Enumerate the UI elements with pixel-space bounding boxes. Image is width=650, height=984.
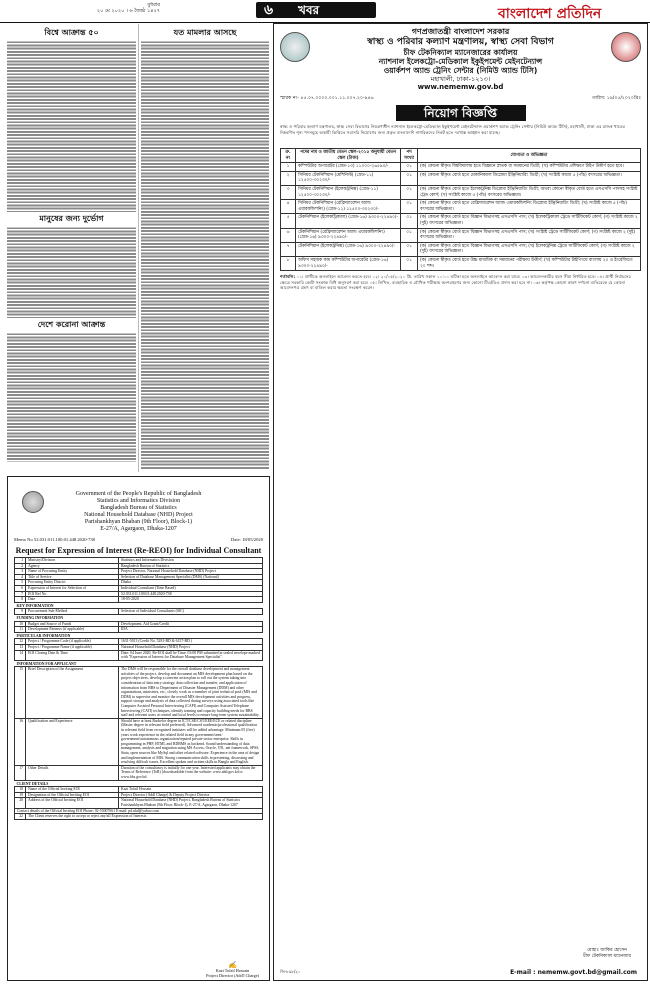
article-headline: বিশ্বে আক্রান্ত ৫০ (44, 28, 99, 37)
row-label: Procurement Sub-Method (26, 609, 119, 615)
gov-line: গণপ্রজাতন্ত্রী বাংলাদেশ সরকার (411, 27, 510, 36)
row-label: Expression of Interest for Selection of (26, 585, 119, 591)
row-number: 6 (15, 585, 26, 591)
section-heading: CLIENT DETAILS (16, 781, 49, 786)
row-label: Project / Programme Name (if applicable) (26, 644, 119, 650)
row-number: 13 (15, 644, 26, 650)
row-number: 8 (15, 597, 26, 603)
row-number: 2 (15, 563, 26, 569)
column-divider (138, 24, 139, 472)
row-value: The DMS will be responsible for the overall database development and management activities of the project, develop and document an MIS development plan based on the project objectives, develop a concrete action plan to roll out the system taking into consideration of data entry strategy, data collection and transfer, and application of information from BBS to Department of Disaster Management (DDM) and other organizations, ministries, etc., closely work as a member of joint technical pool (MIS and DDM) to supervise and monitor the overall MIS development activities and progress, support storage and analysis of data collected during surveys using associated tools like Computer Assisted Personal Interviewing (CAPI) and Computer Assisted Telephone Interviewing (CATI) techniques, identify training and capacity building needs for BBS staff and relevant users at central and local levels to ensure long-term system sustainability. (119, 667, 263, 719)
qualification: (ক) কোনো স্বীকৃত বোর্ড হতে বিজ্ঞান বিভাগসহ এসএসসি পাস; (খ) সংশ্লিষ্ট ট্রেডে সার্টিফিকেট কোর্স; (গ) সংশ্লিষ্ট কাজে ২ (দুই) বৎসরের অভিজ্ঞতা। (418, 228, 641, 242)
page-number: ৬ (264, 2, 274, 18)
row-number: 4 (15, 574, 26, 580)
row-value: 18-05-2020 (119, 597, 263, 603)
signatory-title: চীফ টেকনিক্যাল ম্যানেজার (583, 954, 631, 960)
serial: ৬ (281, 228, 296, 242)
newspaper-logo: বাংলাদেশ প্রতিদিন (498, 6, 602, 22)
issue-date: বুধবার ২০ মে ২০২০ । ৬ জ্যৈষ্ঠ ১৪২৭ (96, 2, 160, 14)
vacancy-row (281, 200, 641, 214)
section-name: খবর (298, 3, 320, 17)
row-number: 3 (15, 569, 26, 575)
ministry-line: স্বাস্থ্য ও পরিবার কল্যাণ মন্ত্রণালয়, স্বাস্থ্য সেবা বিভাগ (367, 37, 554, 47)
article-headline: মানুষের জন্য দুর্ভোগ (39, 214, 104, 223)
row-value: Project Director (Addl Charge) & Deputy Project Director (119, 792, 263, 798)
serial: ৪ (281, 200, 296, 214)
row-value: 52.031.011.100.01.448.2020-738 (119, 591, 263, 597)
signature-block (206, 963, 259, 978)
row-number: 16 (15, 718, 26, 765)
post-count: ০১ (401, 214, 418, 228)
section-heading: INFORMATION FOR APPLICANT (16, 661, 77, 666)
row-label: Title of Service (26, 574, 119, 580)
vacancy-row (281, 185, 641, 199)
section-heading: FUNDING INFORMATION (16, 615, 64, 620)
row-label: Designation of the Official Inviting EOI (26, 792, 119, 798)
post-name: টেকনিশিয়ান (ইলেকট্রিক্যাল) (গ্রেড-১৬) ৯৩০০-২২৪৯০/- (296, 214, 401, 228)
post-name: সিনিয়র টেকনিশিয়ান (মেশিনিস্ট) (গ্রেড-১১) ১২৫০০-৩০২৩০/- (296, 171, 401, 185)
row-label: Ministry/Division (26, 558, 119, 564)
post-count: ০১ (401, 256, 418, 270)
article-body-placeholder (7, 40, 136, 212)
signatory-name: মোহাঃ জাকির হোসেন (587, 948, 627, 954)
row-label: Budget and Source of Funds (26, 621, 119, 627)
row-label: Brief Description of the Assignment (26, 667, 119, 719)
row-label: Project / Programme Code (if applicable) (26, 639, 119, 645)
row-value: The Client reserves the right to accept or reject any/all Expression of Interests (26, 814, 263, 820)
row-number: 10 (15, 621, 26, 627)
post-name: সিনিয়র টেকনিশিয়ান (ইলেকট্রনিক্স) (গ্রেড-১১) ১২৫০০-৩০২৩০/- (296, 185, 401, 199)
contact-email: E-mail : nememw.govt.bd@gmail.com (510, 969, 637, 976)
row-label: Qualification and Experience (26, 718, 119, 765)
vacancy-row (281, 228, 641, 242)
row-number: 22 (15, 814, 26, 820)
post-name: সিনিয়র টেকনিশিয়ান (রেফ্রিজারেশন অ্যান্ড এয়ারকন্ডিশনিং) (গ্রেড-১১) ১২৫০০-৩০২৩০/- (296, 200, 401, 214)
eoi-table (14, 557, 263, 820)
row-label: Address of the Official Inviting EOI (26, 798, 119, 808)
row-value: Selection of Database Management Specialist (DMS) (National) (119, 574, 263, 580)
office-line: চীফ টেকনিক্যাল ম্যানেজারের কার্যালয় (403, 48, 518, 57)
vacancy-row (281, 163, 641, 172)
col-header: পদের নাম ও জাতীয় বেতন স্কেল-২০১৫ অনুযায়ী বেতন স্কেল (টাকা) (296, 149, 401, 163)
row-number: 7 (15, 591, 26, 597)
intro-text: স্বাস্থ্য ও পরিবার কল্যাণ মন্ত্রণালয়, স্বাস্থ্য সেবা বিভাগের নিয়ন্ত্রণাধীন ন্যাশনাল ইলেকট্রো-মেডিক্যাল ইকুইপমেন্ট মেইনটেন্যান্স ওয়ার্কশপ অ্যান্ড ট্রেনিং সেন্টার (নিমিউ অ্যান্ড টিসি), মহাখালী, ঢাকা এর রাজস্ব খাতের নিম্নবর্ণিত শূন্য পদসমূহে অস্থায়ী ভিত্তিতে সরাসরি নিয়োগের জন্য প্রকৃত বাংলাদেশি নাগরিকদের নিকট হতে দরখাস্ত আহ্বান করা যাচ্ছে। (280, 124, 625, 135)
conditions-text: ০১। প্রার্থীকে অনলাইনে আবেদন করতে হবে। ০২। ২০/০৫/২০২০ খ্রি. তারিখ সকাল ১০:০০ ঘটিকা হতে অনলাইনে আবেদন করা যাবে। ০৩। আবেদনকারীর বয়স সীমা নির্ধারিত হবে। ০৪। প্রার্থী নির্বাচনের ক্ষেত্রে সরকারি কোটা সংক্রান্ত বিধি অনুসরণ করা হবে। ০৫। লিখিত, ব্যবহারিক ও মৌখিক পরীক্ষায় অংশগ্রহণের জন্য কোনো টিএ/ডিএ প্রদান করা হবে না। ০৬। কর্তৃপক্ষ কোনো কারণ দর্শানো ব্যতিরেকে যে কোনো আবেদনপত্র গ্রহণ বা বাতিল করার ক্ষমতা সংরক্ষণ করেন। (280, 274, 631, 291)
ad-code: জি-৮৯৮/২০ (280, 969, 301, 974)
row-number: 5 (15, 580, 26, 586)
serial: ২ (281, 171, 296, 185)
row-label: Agency (26, 563, 119, 569)
row-label: Development Partners (if applicable) (26, 627, 119, 633)
institute-line: ন্যাশনাল ইলেকট্রো-মেডিক্যাল ইকুইপমেন্ট মেইনটেন্যান্স (378, 57, 543, 66)
table-row (15, 798, 263, 808)
row-value: Development, Aid Grant/Credit (119, 621, 263, 627)
col-header: পদ সংখ্যা (401, 149, 418, 163)
row-number: 18 (15, 787, 26, 793)
row-number: 20 (15, 798, 26, 808)
article-headline: যত মামলার আসছে (173, 28, 237, 37)
conditions-title: শর্তাবলি: (280, 274, 296, 280)
qualification: (ক) কোনো স্বীকৃত বিশ্ববিদ্যালয় হতে বিজ্ঞানে স্নাতক বা সমমানের ডিগ্রী; (খ) কম্পিউটার প্রশিক্ষণে টাইপ উত্তীর্ণ হতে হবে। (418, 163, 641, 172)
page-header (0, 0, 650, 22)
contact-row: Contact details of the Official Inviting EOI Phone: 02-55007061 E-mail: pd.nhd@yahoo.com (15, 808, 263, 814)
post-count: ০১ (401, 163, 418, 172)
ad-title: Request for Expression of Interest (Re-REOI) for Individual Consultant (15, 546, 262, 555)
government-seal-icon (280, 32, 310, 62)
qualification: (ক) কোনো স্বীকৃত বোর্ড হতে মেকানিক্যাল ডিপ্লোমা ইঞ্জিনিয়ারিং ডিগ্রী; (খ) সংশ্লিষ্ট কাজে ৫ (পাঁচ) বৎসরের অভিজ্ঞতা। (418, 171, 641, 185)
page-tab (256, 2, 376, 18)
ad-title: নিয়োগ বিজ্ঞপ্তি (396, 105, 526, 121)
serial: ৭ (281, 242, 296, 256)
post-count: ০১ (401, 200, 418, 214)
table-row (15, 667, 263, 719)
row-value: IDA (119, 627, 263, 633)
post-name: কম্পিউটার অপারেটর (গ্রেড-১৩) ১১০০০-২৬৫৯০/- (296, 163, 401, 172)
row-value: Project Director, National Household Database (NHD) Project (119, 569, 263, 575)
serial: ৫ (281, 214, 296, 228)
col-header: ক্র. নং (281, 149, 296, 163)
row-label: Name of Procuring Entity (26, 569, 119, 575)
memo-date: তারিখ: ১৯/০৫/২০২০খ্রিঃ (592, 96, 641, 101)
table-row (15, 650, 263, 660)
section-heading: KEY INFORMATION (16, 603, 54, 608)
post-count: ০১ (401, 185, 418, 199)
vacancy-row (281, 256, 641, 270)
website: www.nememw.gov.bd (417, 83, 504, 91)
post-count: ০১ (401, 171, 418, 185)
vacancy-row (281, 171, 641, 185)
row-number: 12 (15, 639, 26, 645)
row-value: Date: 04 June 2020, Re-EOI shall be Time: 03:00 PM submitted in sealed envelope marked with "Expression of Interest for Database Management Specialist". (119, 650, 263, 660)
row-value: National Household Database (NHD) Project, Bangladesh Bureau of Statistics Parishankhyan Bhaban (9th Floor, Block-1), E-27/A, Agargaon, Dhaka-1207 (119, 798, 263, 808)
table-row (15, 718, 263, 765)
article-headline: দেশে করোনা আক্রান্ত (37, 320, 106, 329)
serial: ৮ (281, 256, 296, 270)
memo-number: স্মারক নং- ৪৫.০৭.০০০০.০০১.১১.০০৭.২০-৯৪৬ (280, 96, 374, 101)
post-name: টেকনিশিয়ান (রেফ্রিজারেশন অ্যান্ড এয়ারকন্ডিশনিং) (গ্রেড-১৬) ৯৩০০-২২৪৯০/- (296, 228, 401, 242)
address-line: মহাখালী, ঢাকা-১২১৩। (430, 75, 491, 83)
qualification: (ক) কোনো স্বীকৃত বোর্ড হতে বিজ্ঞান বিভাগসহ এসএসসি পাস; (খ) ইলেকট্রিক্যাল ট্রেডে সার্টিফিকেট কোর্স; (গ) সংশ্লিষ্ট কাজে ২ (দুই) বৎসরের অভিজ্ঞতা। (418, 214, 641, 228)
row-number: 1 (15, 558, 26, 564)
bangla-recruitment-advertisement (273, 23, 648, 981)
row-label: Other Details (26, 765, 119, 780)
memo-number: Memo No 52.031.011.100.01.448.2020-738 (14, 537, 95, 542)
signatory-title: Project Director (Add'l Charge) (206, 973, 259, 978)
row-value: Dhaka (119, 580, 263, 586)
row-value: National Household Database (NHD) Project (119, 644, 263, 650)
row-number: 9 (15, 609, 26, 615)
conditions (280, 274, 641, 514)
serial: ১ (281, 163, 296, 172)
qualification: (ক) কোনো স্বীকৃত বোর্ড হতে রেফ্রিজারেশন অ্যান্ড এয়ারকন্ডিশনিং ডিপ্লোমা ইঞ্জিনিয়ারিং ডিগ্রী; (খ) সংশ্লিষ্ট কাজে ৫ (পাঁচ) বৎসরের অভিজ্ঞতা। (418, 200, 641, 214)
table-row (15, 765, 263, 780)
row-number: 15 (15, 667, 26, 719)
institute-line-2: ওয়ার্কশপ অ্যান্ড ট্রেনিং সেন্টার (নিমিউ অ্যান্ড টিসি) (383, 66, 538, 75)
row-value: Bangladesh Bureau of Statistics (119, 563, 263, 569)
row-value: Kazi Tofail Hossain (119, 787, 263, 793)
post-name: অফিস সহায়ক কাম কম্পিউটার অপারেটর (গ্রেড-১৬) ৯৩০০-২২৪৯০/- (296, 256, 401, 270)
government-seal-icon (22, 491, 44, 513)
qualification: (ক) কোনো স্বীকৃত বোর্ড হতে বিজ্ঞান বিভাগসহ এসএসসি পাস; (খ) ইলেকট্রনিক্স ট্রেডে সার্টিফিকেট কোর্স; (গ) সংশ্লিষ্ট কাজে ২ (দুই) বৎসরের অভিজ্ঞতা। (418, 242, 641, 256)
row-label: Procuring Entity District (26, 580, 119, 586)
qualification: (ক) কোনো স্বীকৃত বোর্ড হতে উচ্চ মাধ্যমিক বা সমমানের পরীক্ষায় উত্তীর্ণ; (খ) কম্পিউটার টাইপিংয়ে বাংলায় ২০ ও ইংরেজিতে ২০ শব্দ। (418, 256, 641, 270)
row-value: 1631-5013 (Credit No. 5281-BD & 6157-BD ) (119, 639, 263, 645)
row-value: Should have at least Bachelor degree in ICT/CSE/CST/EEE/ECE or related discipline (Master degree in relevant field preferred). Advanced academic/professional qualification in relevant field from recognized institutes will be added advantage. Minimum 05 (five) years work experience in the related field in any government/semi-government/autonomous organization/reputed private sector enterprise. Skills in programming in PHP, HTML and RDBMS as backend. Sound understanding of data management, analysis and migration using MS Access, Oracle, VB, .net framework, SPSS, Stata, open sources like MySql and other related software. Experience in the area of design and implementation of MIS. Strong communication skills in presenting, discussing and resolving difficult issues. Excellent spoken and written skills in Bangla and English. (119, 718, 263, 765)
article-body-placeholder (141, 40, 269, 470)
row-label: EOI Ref No (26, 591, 119, 597)
serial: ৩ (281, 185, 296, 199)
signatory-name: Kazi Tofail Hossain (215, 968, 250, 973)
vacancy-table (280, 148, 641, 271)
memo-date: Date: 18/05/2020 (230, 537, 263, 542)
post-name: টেকনিশিয়ান (ইলেকট্রনিক্স) (গ্রেড-১৬) ৯৩০০-২২৪৯০/- (296, 242, 401, 256)
article-body-placeholder (7, 332, 136, 462)
post-count: ০১ (401, 242, 418, 256)
vacancy-row (281, 242, 641, 256)
qualification: (ক) কোনো স্বীকৃত বোর্ড হতে ইলেকট্রনিক্স ডিপ্লোমা ইঞ্জিনিয়ারিং ডিগ্রী; অথবা কোনো স্বীকৃত বোর্ড হতে এসএসসি পাসসহ সংশ্লিষ্ট ট্রেড কোর্স; (খ) সংশ্লিষ্ট কাজে ৫ (পাঁচ) বৎসরের অভিজ্ঞতা। (418, 185, 641, 199)
row-number: 17 (15, 765, 26, 780)
row-value: Selection of Individual Consultants (SIC) (119, 609, 263, 615)
middle-column (141, 26, 269, 472)
row-label: Name of the Official Inviting EOI (26, 787, 119, 793)
signature-block (583, 948, 631, 960)
vacancy-row (281, 214, 641, 228)
post-count: ০১ (401, 228, 418, 242)
row-number: 11 (15, 627, 26, 633)
left-column (7, 26, 136, 472)
section-heading: PARTICULAR INFORMATION (16, 633, 71, 638)
gov-heading: Government of the People's Republic of Bangladesh Statistics and Informatics Division Bangladesh Bureau of Statistics National Household Database (NHD) Project Parishankhyan Bhaban (9th Floor), Block-1) E-27/A, Agargaon, Dhaka-1207 (75, 491, 202, 532)
row-value: Duration of the consultancy is initially for one year. Interested applicants may obtain the Terms of Reference (ToR) (downloadable from the website: www.nhd.gov.bd or www.bbs.gov.bd. (119, 765, 263, 780)
col-header: যোগ্যতা ও অভিজ্ঞতা (418, 149, 641, 163)
row-label: Date (26, 597, 119, 603)
signature-mark: ✍ (228, 961, 237, 969)
row-number: 14 (15, 650, 26, 660)
row-label: EOI Closing Date & Time (26, 650, 119, 660)
row-value: Individual Consultant (Time Based) (119, 585, 263, 591)
english-eoi-advertisement (7, 476, 270, 981)
row-number: 19 (15, 792, 26, 798)
table-row (15, 814, 263, 820)
mujib-year-logo-icon (611, 32, 641, 62)
article-body-placeholder (7, 226, 136, 318)
row-value: Statistics and Informatics Division (119, 558, 263, 564)
